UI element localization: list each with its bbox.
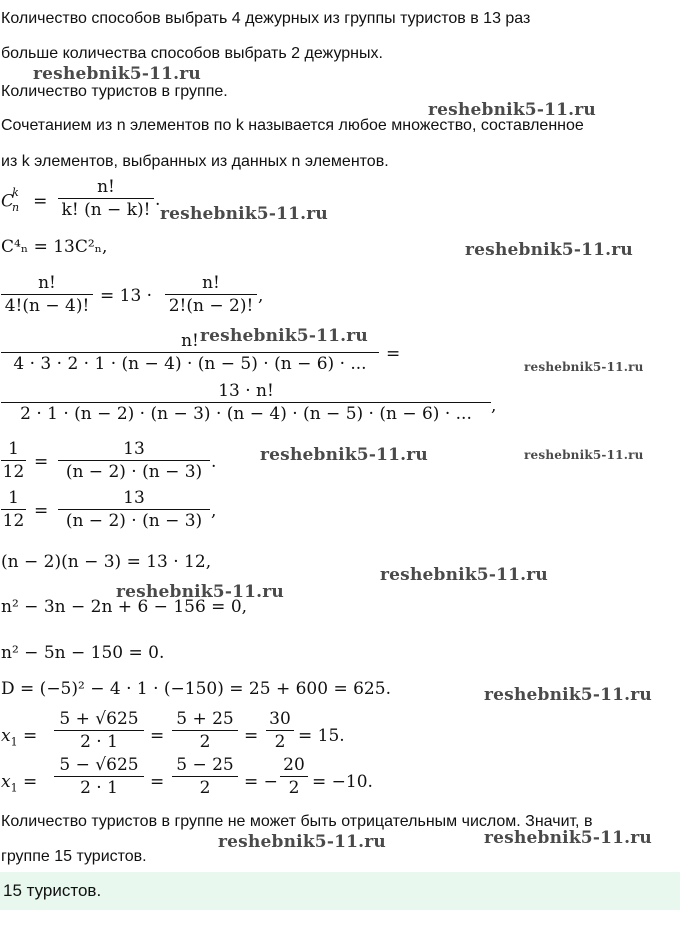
x2-fraction-1: 5 − √625 2 · 1 [54,754,144,799]
x2-result: = −10. [312,772,373,792]
answer-text: 15 туристов. [3,881,102,900]
watermark: reshebnik5-11.ru [200,326,368,346]
equation-2-left: n! 4!(n − 4)! [1,272,93,317]
watermark: reshebnik5-11.ru [260,445,428,465]
equation-2-right: n! 2!(n − 2)! [165,272,257,317]
conclusion-line-1: Количество туристов в группе не может быть отрицательным числом. Значит, в [1,813,593,830]
watermark: reshebnik5-11.ru [160,204,328,224]
x2-fraction-2: 5 − 25 2 [172,754,238,799]
x2-fraction-3: 20 2 [280,754,308,799]
watermark: reshebnik5-11.ru [524,360,644,374]
combination-definition-1: Сочетанием из n элементов по k называется любое множество, составленное [1,117,584,134]
watermark: reshebnik5-11.ru [380,565,548,585]
answer-box [0,872,680,910]
x1-fraction-3: 30 2 [266,708,294,753]
equation-2-mid: = 13 · [100,286,153,306]
equation-5b-right: 13 (n − 2) · (n − 3) [58,487,210,532]
equation-5-left: 1 12 [2,439,25,482]
x1-fraction-2: 5 + 25 2 [172,708,238,753]
problem-line-2: больше количества способов выбрать 2 дежурных. [1,45,383,62]
combination-definition-2: из k элементов, выбранных из данных n элементов. [1,153,389,170]
equation-6: (n − 2)(n − 3) = 13 · 12, [1,552,212,572]
watermark: reshebnik5-11.ru [218,832,386,852]
conclusion-line-2: группе 15 туристов. [1,848,147,865]
x1-fraction-1: 5 + √625 2 · 1 [54,708,144,753]
problem-line-1: Количество способов выбрать 4 дежурных из группы туристов в 13 раз [1,10,531,27]
watermark: reshebnik5-11.ru [484,685,652,705]
watermark: reshebnik5-11.ru [428,100,596,120]
equation-5-right: 13 (n − 2) · (n − 3) [58,438,210,483]
unknown-definition: Количество туристов в группе. [1,83,228,100]
x1-label: $x_1$ = [1,726,38,749]
equation-7: n² − 3n − 2n + 6 − 156 = 0, [1,597,248,617]
equation-5b-left: 1 12 [2,488,25,531]
equation-3: n! 4 · 3 · 2 · 1 · (n − 4) · (n − 5) · (n − 6) · ... [1,330,379,375]
comb-formula-fraction: n! k! (n − k)! [58,176,154,221]
equation-4: 13 · n! 2 · 1 · (n − 2) · (n − 3) · (n − 4) · (n − 5) · (n − 6) · ... [1,380,491,425]
x1-result: = 15. [298,726,345,746]
discriminant: D = (−5)² − 4 · 1 · (−150) = 25 + 600 = 625. [1,679,391,699]
equation-1: C⁴ₙ = 13C²ₙ, [1,237,108,257]
x2-label: $x_1$ = [1,772,38,795]
equation-8: n² − 5n − 150 = 0. [1,643,165,663]
watermark: reshebnik5-11.ru [524,448,644,462]
watermark: reshebnik5-11.ru [484,828,652,848]
comb-formula-lhs: $C_n^k$ = [1,186,48,215]
watermark: reshebnik5-11.ru [33,64,201,84]
watermark: reshebnik5-11.ru [116,582,284,602]
watermark: reshebnik5-11.ru [465,240,633,260]
